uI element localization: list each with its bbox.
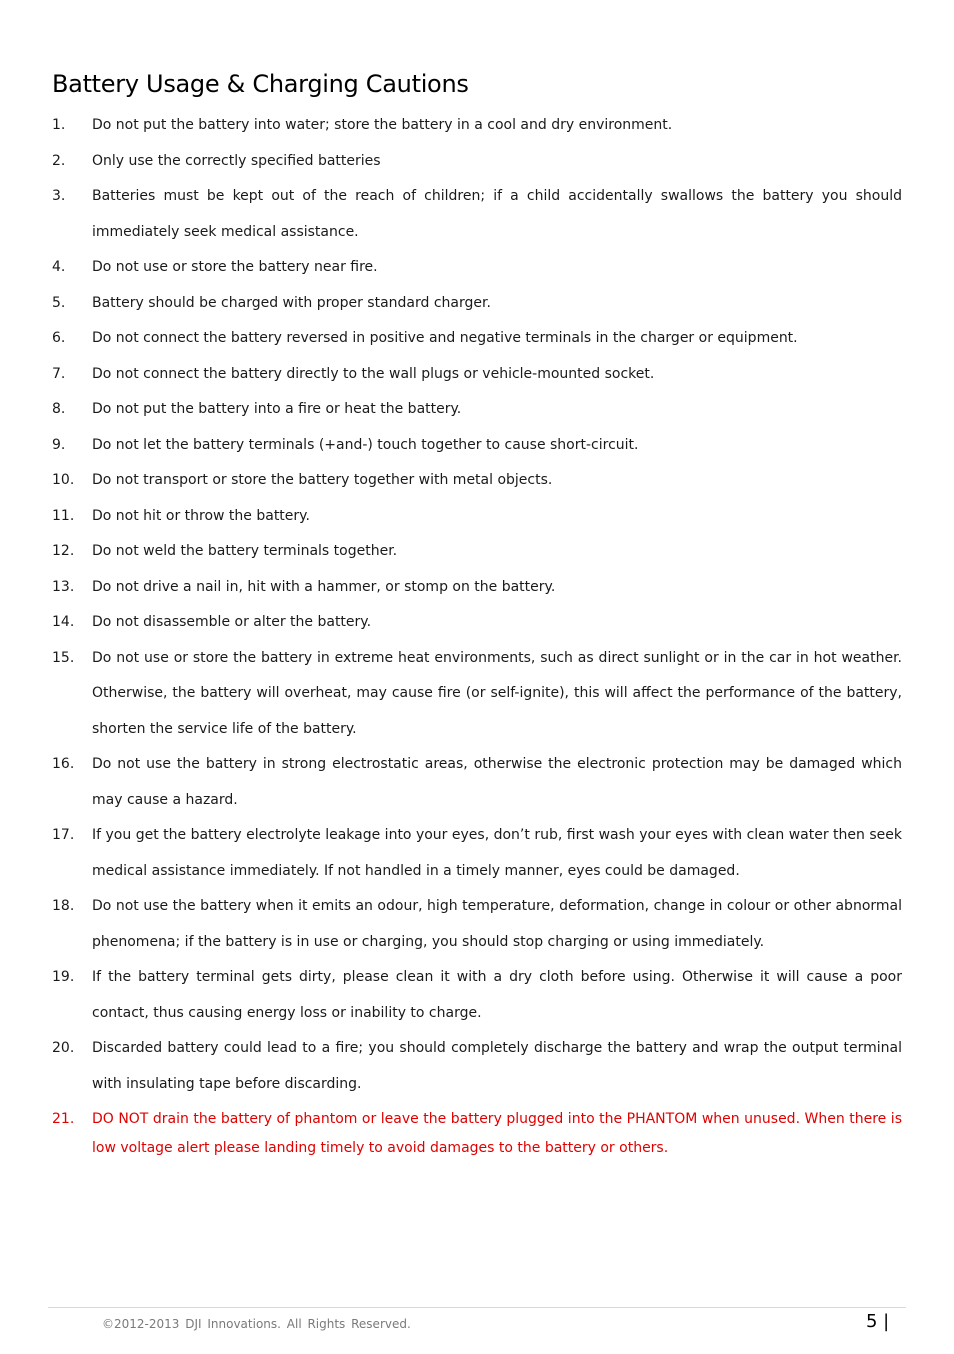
item-text: DO NOT drain the battery of phantom or leave the battery plugged into the PHANTOM when unused. When there is low voltage alert please landing timely to avoid damages to the battery or others. — [92, 1111, 902, 1156]
item-number: 14. — [52, 614, 75, 630]
item-number: 18. — [52, 898, 75, 914]
item-number: 3. — [52, 188, 66, 204]
item-text: Discarded battery could lead to a fire; you should completely discharge the battery and wrap the output terminal with insulating tape before discarding. — [92, 1040, 902, 1092]
item-text: Do not use the battery in strong electrostatic areas, otherwise the electronic protection may be damaged which may cause a hazard. — [92, 756, 902, 808]
page-number: 5 | — [866, 1311, 890, 1332]
item-text: If you get the battery electrolyte leakage into your eyes, don’t rub, first wash your eyes with clean water then seek medical assistance immediately. If not handled in a timely manner, eyes could be damaged. — [92, 827, 902, 879]
item-number: 4. — [52, 259, 66, 275]
list-item — [52, 108, 902, 144]
item-number: 20. — [52, 1040, 75, 1056]
list-item — [52, 179, 902, 250]
list-item — [52, 889, 902, 960]
item-text: Do not put the battery into a fire or heat the battery. — [92, 401, 462, 417]
item-text: Do not connect the battery reversed in positive and negative terminals in the charger or equipment. — [92, 330, 798, 346]
item-text: If the battery terminal gets dirty, please clean it with a dry cloth before using. Otherwise it will cause a poor contact, thus causing energy loss or inability to charge. — [92, 969, 902, 1021]
item-text: Do not use or store the battery in extreme heat environments, such as direct sunlight or in the car in hot weather. Otherwise, the battery will overheat, may cause fire (or self-ignite), this will affect the performance of the battery, shorten the service life of the battery. — [92, 649, 902, 737]
list-item — [52, 321, 902, 357]
item-number: 9. — [52, 436, 66, 453]
item-number: 21. — [52, 1111, 75, 1127]
item-text: Only use the correctly specified batteries — [92, 152, 381, 169]
list-item — [52, 250, 902, 286]
item-number: 6. — [52, 330, 66, 346]
item-text: Do not put the battery into water; store the battery in a cool and dry environment. — [92, 117, 673, 133]
item-text: Do not drive a nail in, hit with a hammer, or stomp on the battery. — [92, 578, 556, 595]
list-item — [52, 605, 902, 641]
item-number: 2. — [52, 152, 66, 169]
list-item — [52, 534, 902, 570]
list-item — [52, 463, 902, 499]
list-item — [52, 570, 902, 606]
item-number: 5. — [52, 294, 66, 311]
item-number: 13. — [52, 578, 75, 595]
item-number: 12. — [52, 543, 75, 559]
item-text: Do not hit or throw the battery. — [92, 507, 310, 524]
item-number: 10. — [52, 472, 75, 488]
list-item — [52, 747, 902, 818]
item-text: Do not transport or store the battery together with metal objects. — [92, 472, 553, 488]
item-text: Do not let the battery terminals (+and-) touch together to cause short-circuit. — [92, 436, 639, 453]
item-number: 15. — [52, 649, 75, 666]
item-number: 16. — [52, 756, 75, 772]
item-number: 1. — [52, 117, 66, 133]
caution-list — [52, 108, 902, 1163]
copyright-notice: ©2012-2013 DJI Innovations. All Rights Reserved. — [102, 1317, 411, 1331]
list-item — [52, 499, 902, 535]
item-number: 17. — [52, 827, 75, 843]
item-text: Do not use or store the battery near fire. — [92, 259, 378, 275]
item-number: 11. — [52, 507, 75, 524]
list-item-warning — [52, 1105, 902, 1163]
page-title: Battery Usage & Charging Cautions — [52, 70, 469, 98]
item-number: 7. — [52, 365, 66, 382]
list-item — [52, 960, 902, 1031]
list-item — [52, 392, 902, 428]
item-text: Battery should be charged with proper standard charger. — [92, 294, 491, 311]
item-text: Do not use the battery when it emits an odour, high temperature, deformation, change in colour or other abnormal phenomena; if the battery is in use or charging, you should stop charging or using immediately. — [92, 898, 902, 950]
item-text: Do not disassemble or alter the battery. — [92, 614, 372, 630]
footer-divider — [48, 1307, 906, 1308]
list-item — [52, 357, 902, 393]
list-item — [52, 428, 902, 464]
item-text: Do not weld the battery terminals together. — [92, 543, 398, 559]
list-item — [52, 818, 902, 889]
list-item — [52, 1031, 902, 1102]
list-item — [52, 286, 902, 322]
list-item — [52, 641, 902, 748]
item-number: 8. — [52, 401, 66, 417]
item-text: Batteries must be kept out of the reach of children; if a child accidentally swallows the battery you should immediately seek medical assistance. — [92, 188, 902, 240]
item-number: 19. — [52, 969, 75, 985]
list-item — [52, 144, 902, 180]
item-text: Do not connect the battery directly to the wall plugs or vehicle-mounted socket. — [92, 365, 655, 382]
